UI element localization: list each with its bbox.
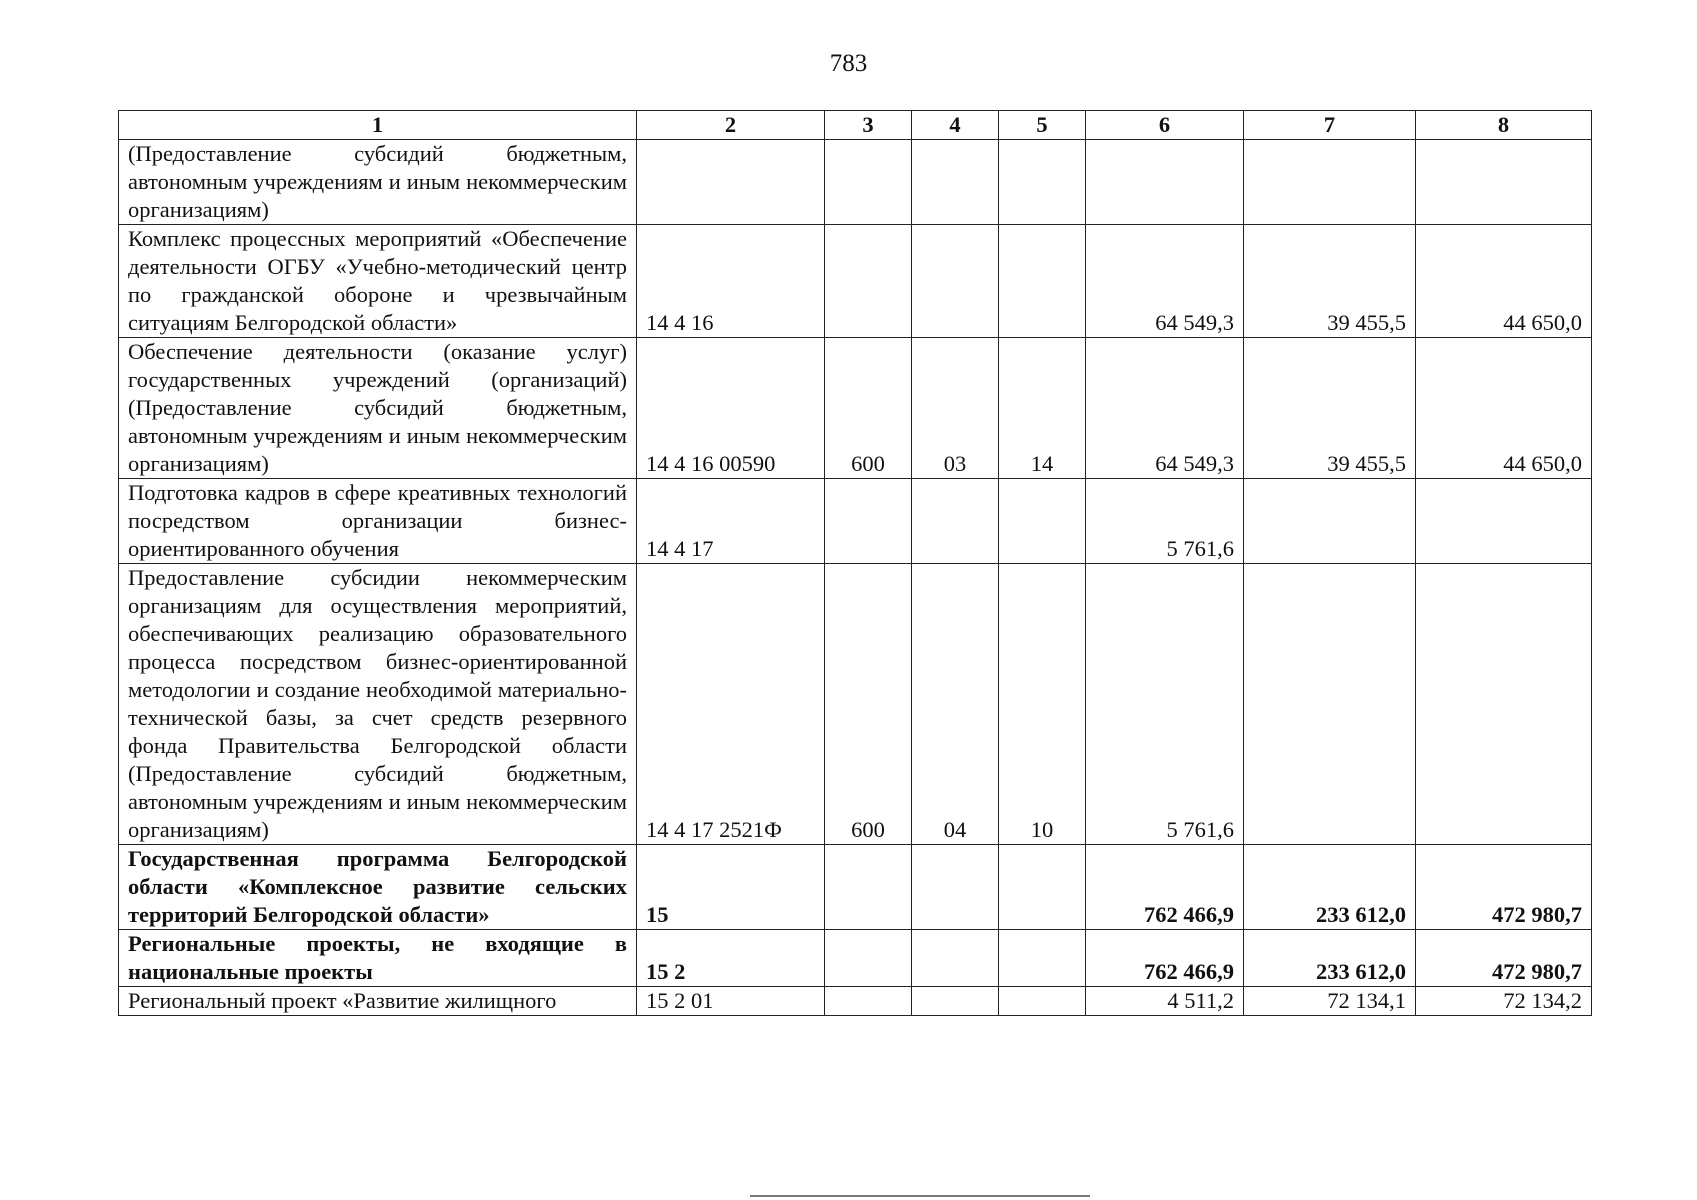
- table-row-program: [119, 845, 1592, 930]
- row-col5-cell: [999, 930, 1086, 987]
- row-col3-cell: 600: [825, 564, 912, 845]
- column-header-2: 2: [637, 111, 825, 140]
- column-header-1: 1: [119, 111, 637, 140]
- row-code-cell: [637, 140, 825, 225]
- column-header-8: 8: [1416, 111, 1592, 140]
- row-col6-cell: 64 549,3: [1086, 338, 1244, 479]
- row-col8-cell: [1416, 479, 1592, 564]
- row-col3-cell: [825, 845, 912, 930]
- row-col3-cell: [825, 987, 912, 1016]
- table-row: [119, 140, 1592, 225]
- row-col6-cell: 762 466,9: [1086, 845, 1244, 930]
- row-col3-cell: [825, 479, 912, 564]
- row-col4-cell: 03: [912, 338, 999, 479]
- row-col5-cell: 10: [999, 564, 1086, 845]
- row-col3-cell: [825, 140, 912, 225]
- row-col5-cell: [999, 987, 1086, 1016]
- row-name-cell: Комплекс процессных мероприятий «Обеспечение деятельности ОГБУ «Учебно-методический центр по гражданской обороне и чрезвычайным ситуациям Белгородской области»: [119, 225, 637, 338]
- row-name-cell: (Предоставление субсидий бюджетным, автономным учреждениям и иным некоммерческим организациям): [119, 140, 637, 225]
- row-col4-cell: 04: [912, 564, 999, 845]
- row-col7-cell: [1244, 479, 1416, 564]
- row-col6-cell: 64 549,3: [1086, 225, 1244, 338]
- column-header-4: 4: [912, 111, 999, 140]
- row-col7-cell: 233 612,0: [1244, 930, 1416, 987]
- row-name-cell: Обеспечение деятельности (оказание услуг) государственных учреждений (организаций) (Предоставление субсидий бюджетным, автономным учреждениям и иным некоммерческим организациям): [119, 338, 637, 479]
- table-row-regional-projects: [119, 930, 1592, 987]
- row-col6-cell: 5 761,6: [1086, 564, 1244, 845]
- row-col7-cell: [1244, 140, 1416, 225]
- row-col3-cell: 600: [825, 338, 912, 479]
- row-col4-cell: [912, 479, 999, 564]
- row-code-cell: 15: [637, 845, 825, 930]
- table-header-row: [119, 111, 1592, 140]
- row-col6-cell: 5 761,6: [1086, 479, 1244, 564]
- column-header-6: 6: [1086, 111, 1244, 140]
- row-col5-cell: [999, 140, 1086, 225]
- row-col7-cell: 72 134,1: [1244, 987, 1416, 1016]
- row-code-cell: 14 4 16: [637, 225, 825, 338]
- row-col5-cell: [999, 845, 1086, 930]
- budget-table: [118, 110, 1592, 1016]
- row-col7-cell: 39 455,5: [1244, 338, 1416, 479]
- table-row: [119, 338, 1592, 479]
- column-header-5: 5: [999, 111, 1086, 140]
- row-code-cell: 14 4 17 2521Ф: [637, 564, 825, 845]
- row-name-cell: Предоставление субсидии некоммерческим организациям для осуществления мероприятий, обеспечивающих реализацию образовательного процесса посредством бизнес-ориентированной методологии и создание необходимой материально-технической базы, за счет средств резервного фонда Правительства Белгородской области (Предоставление субсидий бюджетным, автономным учреждениям и иным некоммерческим организациям): [119, 564, 637, 845]
- column-header-7: 7: [1244, 111, 1416, 140]
- row-name-cell: Региональный проект «Развитие жилищного: [119, 987, 637, 1016]
- row-col6-cell: 762 466,9: [1086, 930, 1244, 987]
- row-name-cell: Подготовка кадров в сфере креативных технологий посредством организации бизнес-ориентированного обучения: [119, 479, 637, 564]
- row-col8-cell: [1416, 140, 1592, 225]
- table-row: [119, 564, 1592, 845]
- row-code-cell: 15 2 01: [637, 987, 825, 1016]
- row-col6-cell: 4 511,2: [1086, 987, 1244, 1016]
- table-row: [119, 987, 1592, 1016]
- row-name-cell: Государственная программа Белгородской области «Комплексное развитие сельских территорий Белгородской области»: [119, 845, 637, 930]
- row-col4-cell: [912, 930, 999, 987]
- row-col8-cell: 44 650,0: [1416, 225, 1592, 338]
- row-code-cell: 14 4 16 00590: [637, 338, 825, 479]
- row-col4-cell: [912, 225, 999, 338]
- row-col6-cell: [1086, 140, 1244, 225]
- row-col8-cell: 72 134,2: [1416, 987, 1592, 1016]
- row-col5-cell: [999, 479, 1086, 564]
- row-col4-cell: [912, 140, 999, 225]
- row-col8-cell: 472 980,7: [1416, 845, 1592, 930]
- row-col4-cell: [912, 845, 999, 930]
- row-col8-cell: [1416, 564, 1592, 845]
- scan-artifact-line: [750, 1195, 1090, 1197]
- row-name-cell: Региональные проекты, не входящие в национальные проекты: [119, 930, 637, 987]
- row-col7-cell: 233 612,0: [1244, 845, 1416, 930]
- column-header-3: 3: [825, 111, 912, 140]
- page-number: 783: [829, 50, 868, 77]
- row-col7-cell: [1244, 564, 1416, 845]
- row-col5-cell: 14: [999, 338, 1086, 479]
- table-row: [119, 479, 1592, 564]
- row-code-cell: 14 4 17: [637, 479, 825, 564]
- table-row: [119, 225, 1592, 338]
- row-code-cell: 15 2: [637, 930, 825, 987]
- row-col7-cell: 39 455,5: [1244, 225, 1416, 338]
- row-col8-cell: 44 650,0: [1416, 338, 1592, 479]
- row-col5-cell: [999, 225, 1086, 338]
- row-col3-cell: [825, 930, 912, 987]
- row-col3-cell: [825, 225, 912, 338]
- row-col4-cell: [912, 987, 999, 1016]
- row-col8-cell: 472 980,7: [1416, 930, 1592, 987]
